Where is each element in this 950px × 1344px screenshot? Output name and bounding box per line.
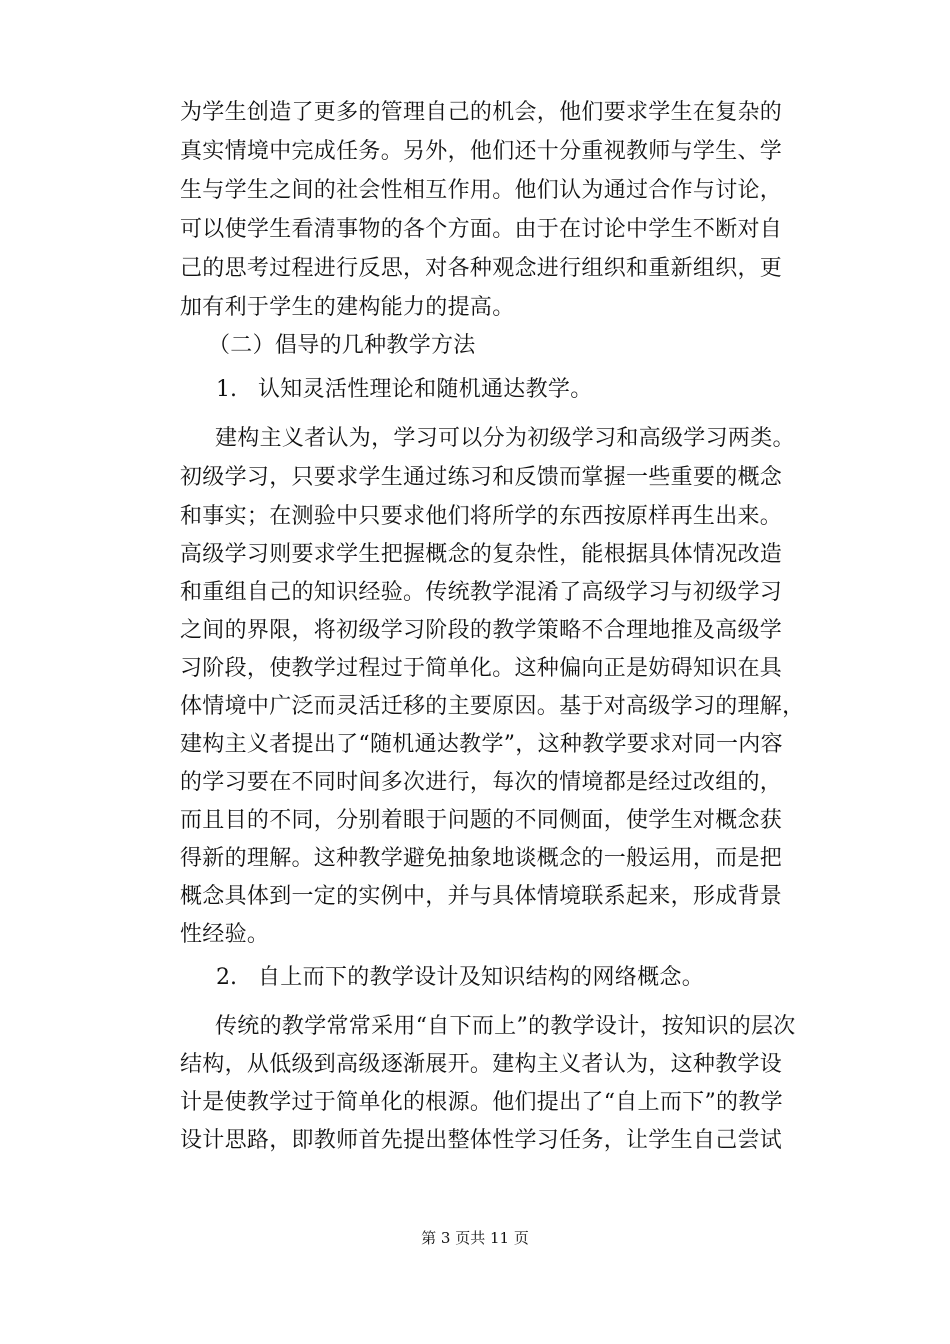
paragraph-line: 计是使教学过于简单化的根源。他们提出了“自上而下”的教学 (180, 1090, 783, 1115)
paragraph-line: 为学生创造了更多的管理自己的机会，他们要求学生在复杂的 (180, 100, 783, 125)
paragraph-line: 得新的理解。这种教学避免抽象地谈概念的一般运用，而是把 (180, 846, 783, 871)
paragraph-line: 生与学生之间的社会性相互作用。他们认为通过合作与讨论， (180, 178, 783, 203)
paragraph-line: 可以使学生看清事物的各个方面。由于在讨论中学生不断对自 (180, 217, 783, 242)
paragraph-line: 性经验。 (180, 922, 270, 947)
paragraph-line: 结构，从低级到高级逐渐展开。建构主义者认为，这种教学设 (180, 1052, 783, 1077)
paragraph-line: 和事实；在测验中只要求他们将所学的东西按原样再生出来。 (180, 504, 783, 529)
paragraph-line: 体情境中广泛而灵活迁移的主要原因。基于对高级学习的理解， (180, 694, 805, 719)
paragraph-line: 传统的教学常常采用“自下而上”的教学设计，按知识的层次 (215, 1014, 796, 1039)
paragraph-line: 设计思路，即教师首先提出整体性学习任务，让学生自己尝试 (180, 1128, 783, 1153)
paragraph-line: 加有利于学生的建构能力的提高。 (180, 295, 515, 320)
list-item-title: 认知灵活性理论和随机通达教学。 (258, 377, 593, 402)
paragraph-line: 习阶段，使教学过程过于简单化。这种偏向正是妨碍知识在具 (180, 656, 783, 681)
paragraph-line: 的学习要在不同时间多次进行，每次的情境都是经过改组的， (180, 770, 783, 795)
paragraph-line: 高级学习则要求学生把握概念的复杂性，能根据具体情况改造 (180, 542, 783, 567)
paragraph-line: 己的思考过程进行反思，对各种观念进行组织和重新组织，更 (180, 256, 783, 281)
paragraph-line: 而且目的不同，分别着眼于问题的不同侧面，使学生对概念获 (180, 808, 783, 833)
paragraph-line: 之间的界限，将初级学习阶段的教学策略不合理地推及高级学 (180, 618, 783, 643)
list-number: 2. (216, 965, 237, 990)
section-heading: （二）倡导的几种教学方法 (208, 333, 476, 358)
paragraph-line: 和重组自己的知识经验。传统教学混淆了高级学习与初级学习 (180, 580, 783, 605)
paragraph-line: 初级学习，只要求学生通过练习和反馈而掌握一些重要的概念 (180, 465, 783, 490)
page-footer: 第 3 页共 11 页 (421, 1229, 529, 1247)
list-number: 1. (216, 377, 237, 402)
paragraph-line: 真实情境中完成任务。另外，他们还十分重视教师与学生、学 (180, 139, 783, 164)
list-item-title: 自上而下的教学设计及知识结构的网络概念。 (258, 965, 705, 990)
paragraph-line: 建构主义者认为，学习可以分为初级学习和高级学习两类。 (215, 426, 795, 451)
paragraph-line: 建构主义者提出了“随机通达教学”，这种教学要求对同一内容 (180, 732, 783, 757)
paragraph-line: 概念具体到一定的实例中，并与具体情境联系起来，形成背景 (180, 884, 783, 909)
